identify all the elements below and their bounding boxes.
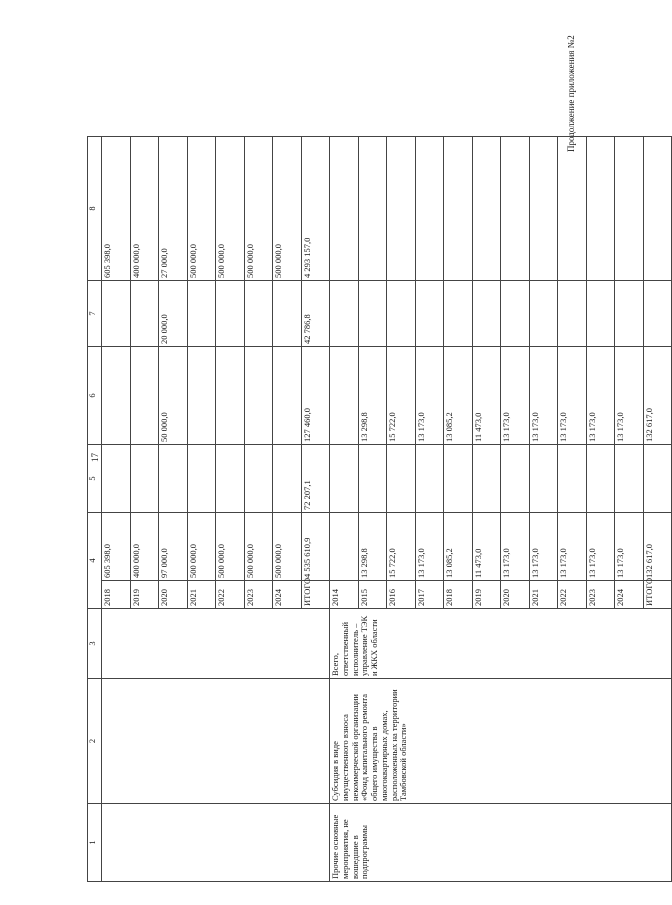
total-value-cell: 13 173,0 [586,513,615,581]
local-value-cell [643,281,672,347]
col-num-5: 5 [88,445,102,513]
federal-value-cell [643,445,672,513]
budget-table [87,136,672,882]
total-value-cell: 500 000,0 [216,513,245,581]
local-value-cell [472,281,501,347]
extrabudget-value-cell [615,137,644,281]
regional-value-cell: 11 473,0 [472,347,501,445]
total-value-cell: 400 000,0 [130,513,159,581]
local-value-cell [444,281,473,347]
regional-value-cell: 15 722,0 [387,347,416,445]
total-value-cell [330,513,359,581]
regional-value-cell [330,347,359,445]
federal-value-cell [558,445,587,513]
local-value-cell [586,281,615,347]
year-cell: 2020 [159,581,188,609]
extrabudget-value-cell [501,137,530,281]
regional-value-cell: 13 298,8 [358,347,387,445]
federal-value-cell [529,445,558,513]
regional-value-cell [273,347,302,445]
federal-value-cell [444,445,473,513]
total-value-cell: 13 173,0 [501,513,530,581]
total-value-cell: 11 473,0 [472,513,501,581]
year-cell: 2022 [216,581,245,609]
year-cell: ИТОГО [643,581,672,609]
regional-value-cell [130,347,159,445]
total-value-cell: 13 173,0 [415,513,444,581]
responsible-executor-cell: Всего, ответственный исполнитель – управление ТЭК и ЖКХ области [330,609,672,679]
year-cell: 2021 [529,581,558,609]
total-value-cell: 13 085,2 [444,513,473,581]
local-value-cell [415,281,444,347]
year-cell: ИТОГО [301,581,330,609]
year-cell: 2024 [615,581,644,609]
blank-col1-cell [102,804,330,882]
extrabudget-value-cell: 27 000,0 [159,137,188,281]
year-cell: 2014 [330,581,359,609]
regional-value-cell: 13 173,0 [501,347,530,445]
federal-value-cell [159,445,188,513]
total-value-cell: 15 722,0 [387,513,416,581]
federal-value-cell [216,445,245,513]
federal-value-cell [586,445,615,513]
regional-value-cell: 13 173,0 [586,347,615,445]
federal-value-cell [102,445,131,513]
extrabudget-value-cell [643,137,672,281]
local-value-cell [358,281,387,347]
total-value-cell: 500 000,0 [244,513,273,581]
col-num-4: 4 [88,513,102,609]
regional-value-cell [102,347,131,445]
blank-col3-cell [102,609,330,679]
extrabudget-value-cell [444,137,473,281]
total-value-cell: 605 398,0 [102,513,131,581]
local-value-cell [330,281,359,347]
extrabudget-value-cell: 4 293 157,0 [301,137,330,281]
extrabudget-value-cell: 500 000,0 [273,137,302,281]
col-num-7: 7 [88,281,102,347]
col-num-6: 6 [88,347,102,445]
year-cell: 2024 [273,581,302,609]
regional-value-cell: 50 000,0 [159,347,188,445]
extrabudget-value-cell [358,137,387,281]
extrabudget-value-cell [586,137,615,281]
federal-value-cell [615,445,644,513]
local-value-cell [273,281,302,347]
activity-description-cell: Субсидия в виде имущественного взноса некоммерческой организации «Фонд капитального ремонта общего имущества в многоквартирных домах, расположенных на территории Тамбовской области» [330,679,672,804]
local-value-cell [244,281,273,347]
year-cell: 2019 [472,581,501,609]
federal-value-cell [330,445,359,513]
extrabudget-value-cell [558,137,587,281]
federal-value-cell [187,445,216,513]
local-value-cell [130,281,159,347]
column-number-row [88,137,102,882]
local-value-cell [529,281,558,347]
year-cell: 2022 [558,581,587,609]
extrabudget-value-cell [415,137,444,281]
year-cell: 2020 [501,581,530,609]
federal-value-cell [273,445,302,513]
extrabudget-value-cell: 605 398,0 [102,137,131,281]
local-value-cell: 42 786,8 [301,281,330,347]
federal-value-cell [387,445,416,513]
federal-value-cell [472,445,501,513]
year-cell: 2023 [586,581,615,609]
local-value-cell [387,281,416,347]
regional-value-cell: 13 173,0 [415,347,444,445]
year-cell: 2019 [130,581,159,609]
year-cell: 2023 [244,581,273,609]
local-value-cell [216,281,245,347]
regional-value-cell [244,347,273,445]
local-value-cell [187,281,216,347]
total-value-cell: 4 535 610,9 [301,513,330,581]
regional-value-cell: 127 460,0 [301,347,330,445]
year-cell: 2017 [415,581,444,609]
table-row [330,137,359,882]
local-value-cell [102,281,131,347]
year-cell: 2021 [187,581,216,609]
continuation-note: Продолжение приложения №2 [566,35,576,152]
total-value-cell: 13 298,8 [358,513,387,581]
year-cell: 2018 [444,581,473,609]
federal-value-cell [130,445,159,513]
total-value-cell: 132 617,0 [643,513,672,581]
year-cell: 2016 [387,581,416,609]
budget-table-sheet [87,137,654,882]
regional-value-cell: 13 173,0 [558,347,587,445]
extrabudget-value-cell [330,137,359,281]
federal-value-cell [501,445,530,513]
extrabudget-value-cell [387,137,416,281]
regional-value-cell: 132 617,0 [643,347,672,445]
extrabudget-value-cell [472,137,501,281]
regional-value-cell: 13 085,2 [444,347,473,445]
table-row [102,137,131,882]
federal-value-cell [358,445,387,513]
regional-value-cell [187,347,216,445]
extrabudget-value-cell: 500 000,0 [244,137,273,281]
year-cell: 2015 [358,581,387,609]
extrabudget-value-cell: 400 000,0 [130,137,159,281]
regional-value-cell: 13 173,0 [529,347,558,445]
federal-value-cell [415,445,444,513]
local-value-cell [615,281,644,347]
activity-group-cell: Прочие основные мероприятия, не вошедшие в подпрограммы [330,804,672,882]
col-num-1: 1 [88,804,102,882]
total-value-cell: 500 000,0 [187,513,216,581]
regional-value-cell: 13 173,0 [615,347,644,445]
blank-col2-cell [102,679,330,804]
local-value-cell [501,281,530,347]
total-value-cell: 97 000,0 [159,513,188,581]
regional-value-cell [216,347,245,445]
year-cell: 2018 [102,581,131,609]
extrabudget-value-cell: 500 000,0 [216,137,245,281]
federal-value-cell: 72 207,1 [301,445,330,513]
total-value-cell: 500 000,0 [273,513,302,581]
local-value-cell [558,281,587,347]
total-value-cell: 13 173,0 [615,513,644,581]
total-value-cell: 13 173,0 [529,513,558,581]
col-num-2: 2 [88,679,102,804]
extrabudget-value-cell: 500 000,0 [187,137,216,281]
col-num-3: 3 [88,609,102,679]
federal-value-cell [244,445,273,513]
col-num-8: 8 [88,137,102,281]
local-value-cell: 20 000,0 [159,281,188,347]
extrabudget-value-cell [529,137,558,281]
total-value-cell: 13 173,0 [558,513,587,581]
page-number: 17 [90,453,100,462]
